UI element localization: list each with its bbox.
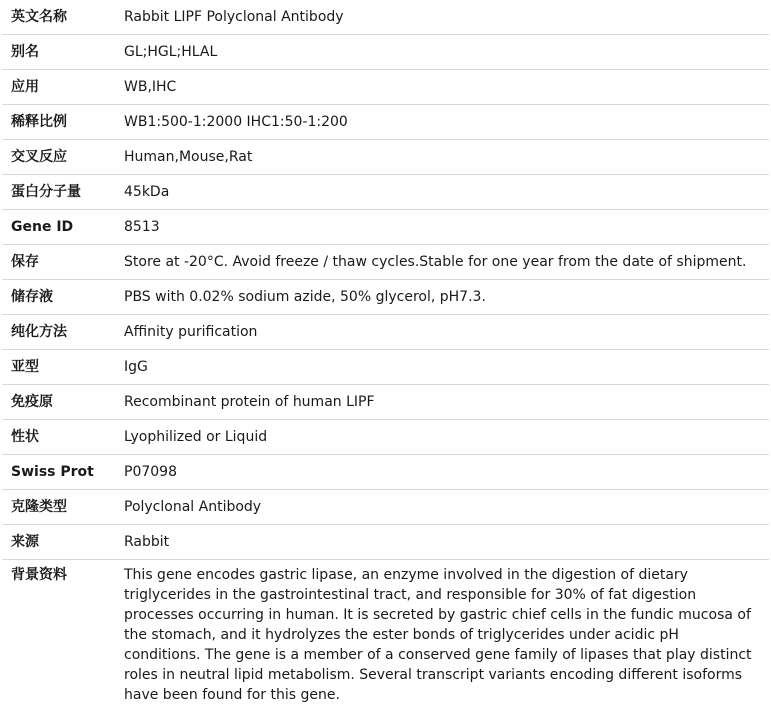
spec-value: 8513 <box>124 210 769 245</box>
spec-row-reactivity <box>2 140 769 175</box>
spec-row-clonality <box>2 490 769 525</box>
spec-value: Lyophilized or Liquid <box>124 420 769 455</box>
spec-value: Affinity purification <box>124 315 769 350</box>
spec-value: PBS with 0.02% sodium azide, 50% glycerol, pH7.3. <box>124 280 769 315</box>
spec-row-swiss-prot <box>2 455 769 490</box>
spec-label: 免疫原 <box>2 385 124 420</box>
spec-value: Store at -20°C. Avoid freeze / thaw cycles.Stable for one year from the date of shipment. <box>124 245 769 280</box>
spec-value: WB,IHC <box>124 70 769 105</box>
spec-row-gene-id <box>2 210 769 245</box>
spec-label: 亚型 <box>2 350 124 385</box>
spec-label: Swiss Prot <box>2 455 124 490</box>
spec-value: IgG <box>124 350 769 385</box>
spec-row-immunogen <box>2 385 769 420</box>
spec-label: 交叉反应 <box>2 140 124 175</box>
spec-value: Rabbit LIPF Polyclonal Antibody <box>124 0 769 35</box>
spec-value: This gene encodes gastric lipase, an enzyme involved in the digestion of dietary triglycerides in the gastrointestinal tract, and responsible for 30% of fat digestion processes occurring in human. It is secreted by gastric chief cells in the fundic mucosa of the stomach, and it hydrolyzes the ester bonds of triglycerides under acidic pH conditions. The gene is a member of a conserved gene family of lipases that play distinct roles in neutral lipid metabolism. Several transcript variants encoding different isoforms have been found for this gene. <box>124 560 769 709</box>
spec-label: 纯化方法 <box>2 315 124 350</box>
spec-label: Gene ID <box>2 210 124 245</box>
spec-value: 45kDa <box>124 175 769 210</box>
spec-label: 稀释比例 <box>2 105 124 140</box>
spec-row-molecular-weight <box>2 175 769 210</box>
spec-label: 英文名称 <box>2 0 124 35</box>
spec-label: 应用 <box>2 70 124 105</box>
spec-label: 蛋白分子量 <box>2 175 124 210</box>
spec-row-buffer <box>2 280 769 315</box>
spec-value: P07098 <box>124 455 769 490</box>
spec-row-background <box>2 560 769 709</box>
spec-row-dilution <box>2 105 769 140</box>
spec-row-form <box>2 420 769 455</box>
spec-row-isotype <box>2 350 769 385</box>
spec-row-purification <box>2 315 769 350</box>
spec-label: 背景资料 <box>2 560 124 709</box>
spec-row-alias <box>2 35 769 70</box>
spec-label: 来源 <box>2 525 124 560</box>
spec-label: 保存 <box>2 245 124 280</box>
product-spec-table <box>2 0 769 709</box>
spec-label: 性状 <box>2 420 124 455</box>
spec-value: Recombinant protein of human LIPF <box>124 385 769 420</box>
spec-row-host <box>2 525 769 560</box>
spec-value: WB1:500-1:2000 IHC1:50-1:200 <box>124 105 769 140</box>
spec-row-application <box>2 70 769 105</box>
spec-value: Polyclonal Antibody <box>124 490 769 525</box>
spec-value: GL;HGL;HLAL <box>124 35 769 70</box>
spec-row-english-name <box>2 0 769 35</box>
spec-label: 别名 <box>2 35 124 70</box>
spec-value: Human,Mouse,Rat <box>124 140 769 175</box>
spec-value: Rabbit <box>124 525 769 560</box>
spec-label: 克隆类型 <box>2 490 124 525</box>
spec-label: 储存液 <box>2 280 124 315</box>
spec-row-storage <box>2 245 769 280</box>
